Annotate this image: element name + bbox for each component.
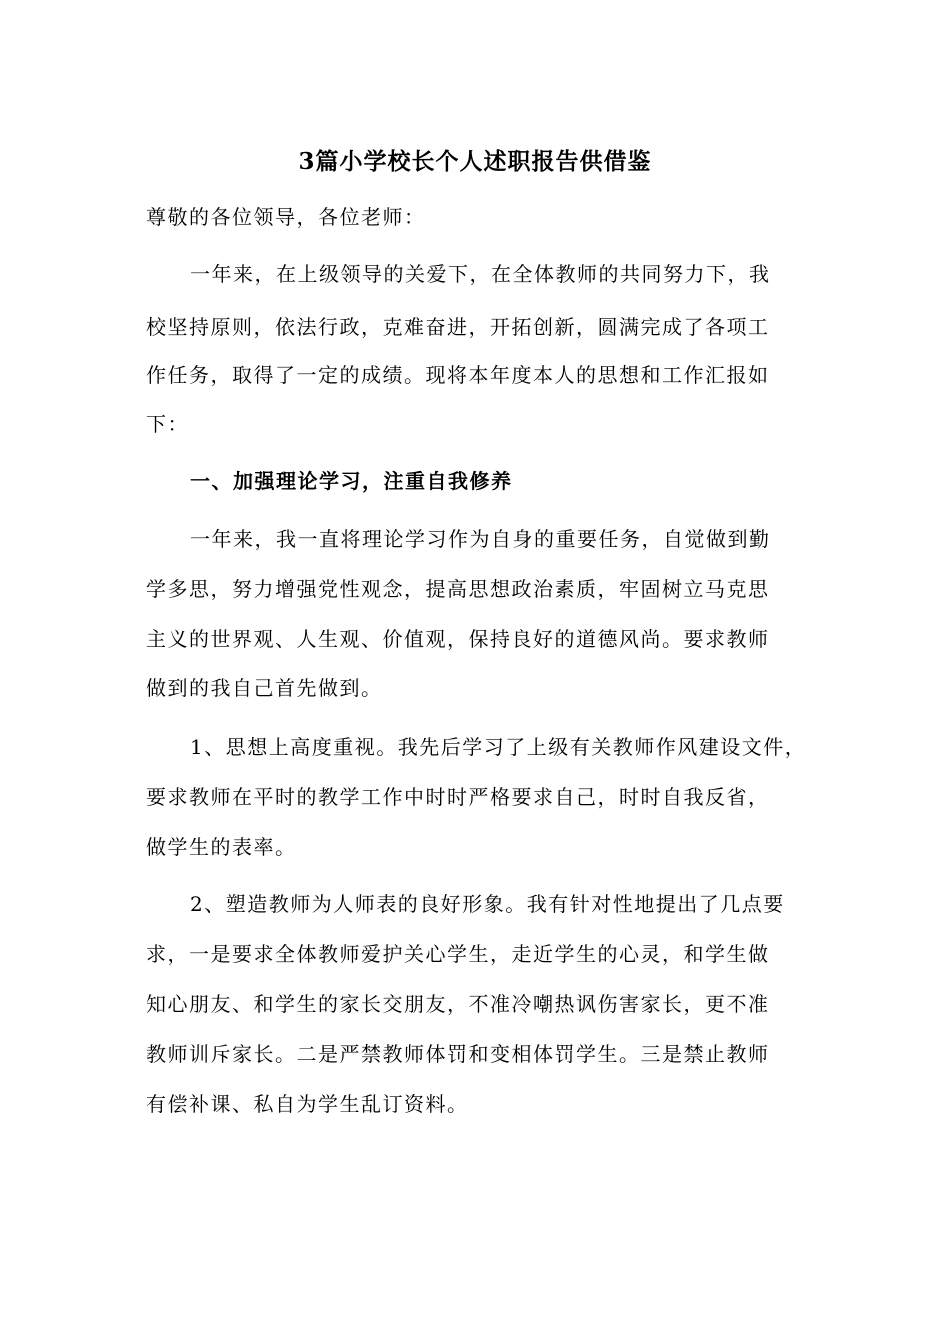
paragraph-line: 一年来，在上级领导的关爱下，在全体教师的共同努力下，我	[190, 262, 771, 286]
paragraph-line: 1、思想上高度重视。我先后学习了上级有关教师作风建设文件，	[190, 735, 807, 759]
paragraph-line: 做学生的表率。	[146, 835, 297, 859]
salutation: 尊敬的各位领导，各位老师：	[146, 205, 426, 229]
paragraph-line: 学多思，努力增强党性观念，提高思想政治素质，牢固树立马克思	[146, 577, 770, 601]
paragraph-line: 有偿补课、私自为学生乱订资料。	[146, 1092, 469, 1116]
paragraph-line: 校坚持原则，依法行政，克难奋进，开拓创新，圆满完成了各项工	[146, 315, 770, 339]
paragraph-line: 求，一是要求全体教师爱护关心学生，走近学生的心灵，和学生做	[146, 942, 770, 966]
paragraph-line: 作任务，取得了一定的成绩。现将本年度本人的思想和工作汇报如	[146, 363, 770, 387]
document-title: 3篇小学校长个人述职报告供借鉴	[298, 148, 652, 175]
paragraph-line: 知心朋友、和学生的家长交朋友，不准冷嘲热讽伤害家长，更不准	[146, 992, 770, 1016]
paragraph-line: 主义的世界观、人生观、价值观，保持良好的道德风尚。要求教师	[146, 627, 770, 651]
paragraph-line: 一年来，我一直将理论学习作为自身的重要任务，自觉做到勤	[190, 527, 771, 551]
paragraph-line: 做到的我自己首先做到。	[146, 676, 383, 700]
paragraph-line: 要求教师在平时的教学工作中时时严格要求自己，时时自我反省，	[146, 785, 770, 809]
paragraph-line: 教师训斥家长。二是严禁教师体罚和变相体罚学生。三是禁止教师	[146, 1042, 770, 1066]
paragraph-line: 2、塑造教师为人师表的良好形象。我有针对性地提出了几点要	[190, 892, 785, 916]
paragraph-line: 下：	[146, 412, 189, 436]
section-heading: 一、加强理论学习，注重自我修养	[190, 469, 513, 493]
